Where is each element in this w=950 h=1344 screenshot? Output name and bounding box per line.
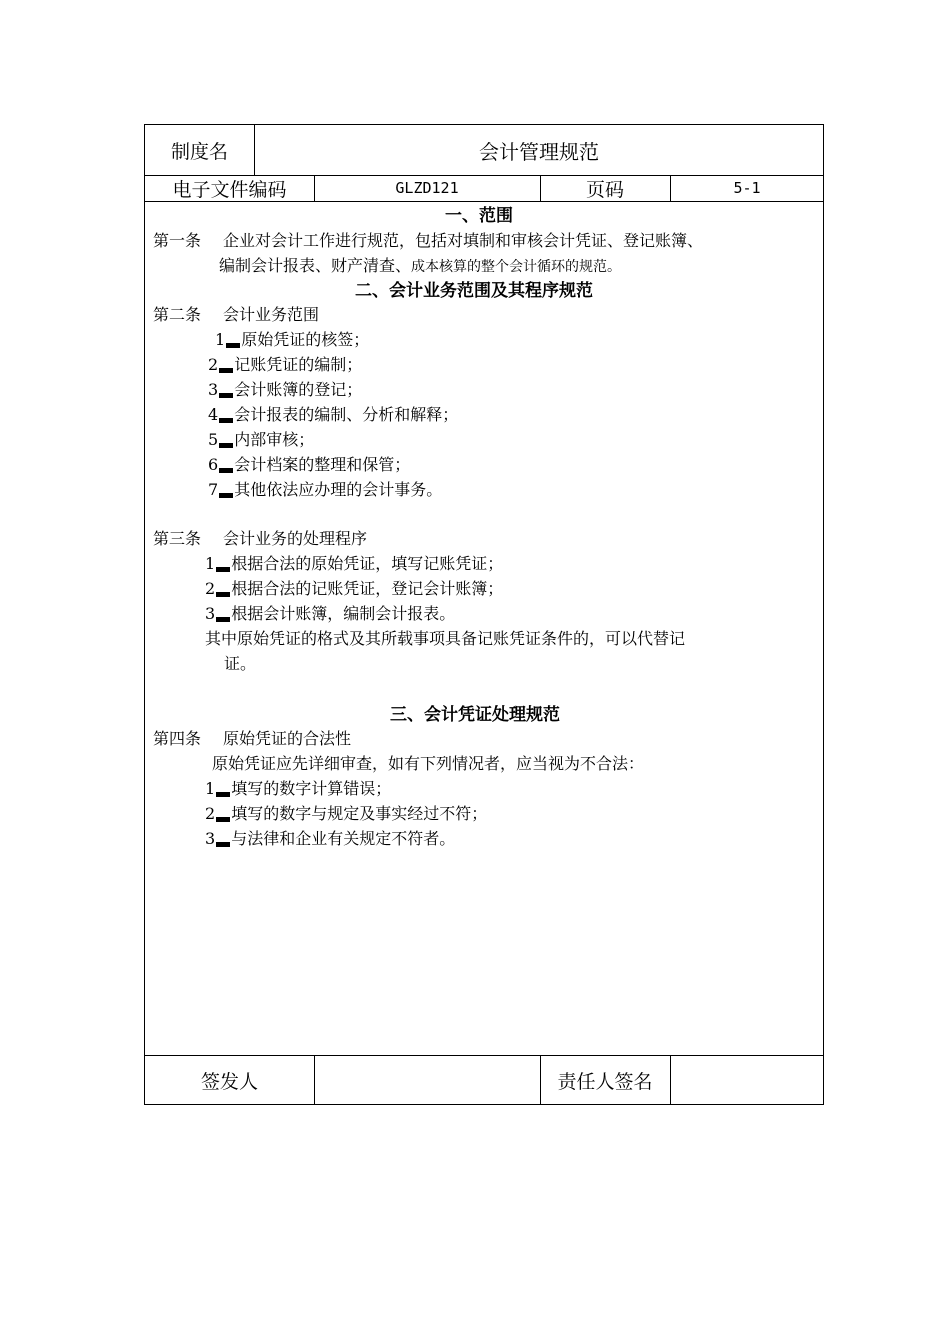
list-item: 7 其他依法应办理的会计事务。 [208, 480, 443, 499]
list-item: 1 根据合法的原始凭证，填写记账凭证； [205, 554, 504, 573]
article-text: 编制会计报表、财产清查、 [219, 256, 412, 275]
article-label: 第二条 [153, 305, 202, 324]
article-label: 第三条 [153, 529, 202, 548]
article-1-line [153, 231, 703, 251]
article-note: 其中原始凭证的格式及其所载事项具备记账凭证条件的，可以代替记 [205, 629, 686, 648]
file-code-value: GLZD121 [395, 179, 459, 197]
section-heading: 二、会计业务范围及其程序规范 [355, 281, 593, 301]
list-item: 3 与法律和企业有关规定不符者。 [205, 829, 456, 848]
list-item: 2 根据合法的记账凭证，登记会计账簿； [205, 579, 504, 598]
list-item: 4 会计报表的编制、分析和解释； [208, 405, 459, 424]
section-heading: 三、会计凭证处理规范 [390, 705, 560, 725]
article-2-title-line [153, 305, 319, 325]
name-label: 制度名 [170, 140, 228, 163]
page-value: 5-1 [733, 179, 761, 197]
list-item: 5 内部审核； [208, 430, 315, 449]
section-heading: 一、范围 [445, 206, 513, 226]
article-1-line-2 [219, 256, 621, 277]
responsible-signature-field[interactable] [670, 1055, 824, 1105]
list-item: 1 原始凭证的核签； [215, 330, 370, 349]
list-item: 3 会计账簿的登记； [208, 380, 363, 399]
responsible-label: 责任人签名 [557, 1070, 653, 1093]
page-label: 页码 [585, 178, 624, 201]
article-label: 第四条 [153, 729, 202, 748]
article-intro: 原始凭证应先详细审查，如有下列情况者，应当视为不合法： [212, 754, 645, 773]
article-text: 成本核算的整个会计循环的规范。 [411, 259, 622, 275]
article-label: 第一条 [153, 231, 202, 250]
issuer-field[interactable] [314, 1055, 540, 1105]
document-title: 会计管理规范 [479, 139, 599, 164]
list-item: 2 填写的数字与规定及事实经过不符； [205, 804, 488, 823]
file-code-label: 电子文件编码 [172, 178, 287, 201]
article-text: 企业对会计工作进行规范，包括对填制和审核会计凭证、登记账簿、 [223, 231, 704, 250]
regulation-form [144, 124, 824, 1105]
list-item: 1 填写的数字计算错误； [205, 779, 392, 798]
article-3-title-line [153, 529, 367, 549]
article-note: 证。 [224, 654, 257, 673]
list-item: 3 根据会计账簿，编制会计报表。 [205, 604, 456, 623]
list-item: 2 记账凭证的编制； [208, 355, 363, 374]
article-4-title-line [153, 729, 351, 749]
article-title: 原始凭证的合法性 [223, 729, 352, 748]
article-title: 会计业务的处理程序 [223, 529, 368, 548]
article-title: 会计业务范围 [223, 305, 320, 324]
issuer-label: 签发人 [200, 1070, 258, 1093]
list-item: 6 会计档案的整理和保管； [208, 455, 411, 474]
